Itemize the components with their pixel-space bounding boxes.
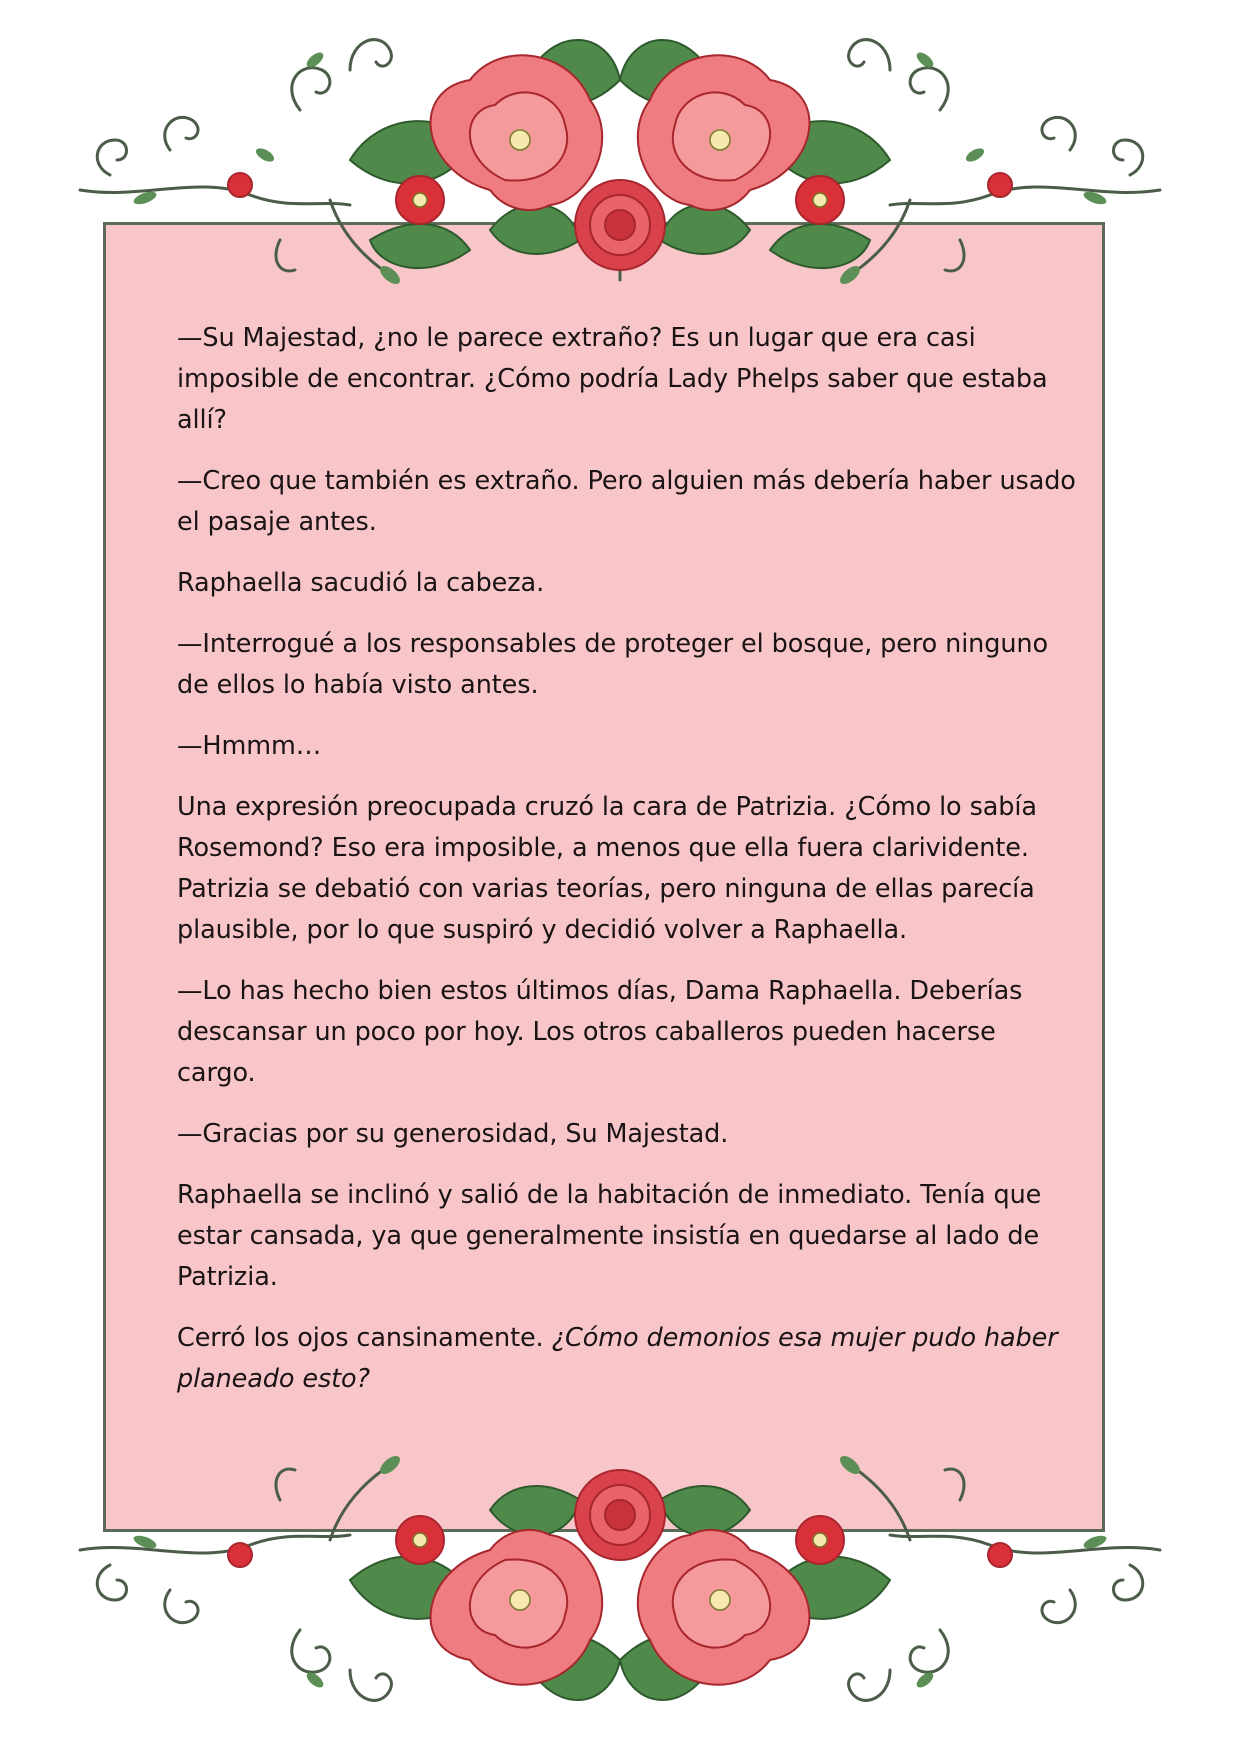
paragraph: —Interrogué a los responsables de proteger el bosque, pero ninguno de ellos lo había visto antes. — [177, 629, 1048, 700]
paragraph: —Su Majestad, ¿no le parece extraño? Es un lugar que era casi imposible de encontrar. ¿Cómo podría Lady Phelps saber que estaba allí? — [177, 323, 1048, 435]
paragraph: Raphaella sacudió la cabeza. — [177, 568, 545, 598]
story-text — [177, 318, 1077, 1420]
paragraph: —Hmmm… — [177, 731, 322, 761]
paragraph: —Creo que también es extraño. Pero alguien más debería haber usado el pasaje antes. — [177, 466, 1076, 537]
floral-ornament-bottom — [50, 1420, 1190, 1740]
paragraph: —Gracias por su generosidad, Su Majestad. — [177, 1119, 729, 1149]
paragraph: —Lo has hecho bien estos últimos días, Dama Raphaella. Deberías descansar un poco por hoy. Los otros caballeros pueden hacerse cargo. — [177, 976, 1023, 1088]
paragraph: Una expresión preocupada cruzó la cara de Patrizia. ¿Cómo lo sabía Rosemond? Eso era imposible, a menos que ella fuera clarividente. Patrizia se debatió con varias teorías, pero ninguna de ellas parecía plausible, por lo que suspiró y decidió volver a Raphaella. — [177, 792, 1037, 945]
paragraph — [177, 1318, 1077, 1400]
narration-text: Cerró los ojos cansinamente. — [177, 1323, 544, 1353]
floral-ornament-top — [50, 0, 1190, 320]
paragraph: Raphaella se inclinó y salió de la habitación de inmediato. Tenía que estar cansada, ya que generalmente insistía en quedarse al lado de Patrizia. — [177, 1180, 1042, 1292]
italic-thought: ¿Cómo demonios esa mujer pudo haber planeado esto? — [177, 1323, 1058, 1394]
